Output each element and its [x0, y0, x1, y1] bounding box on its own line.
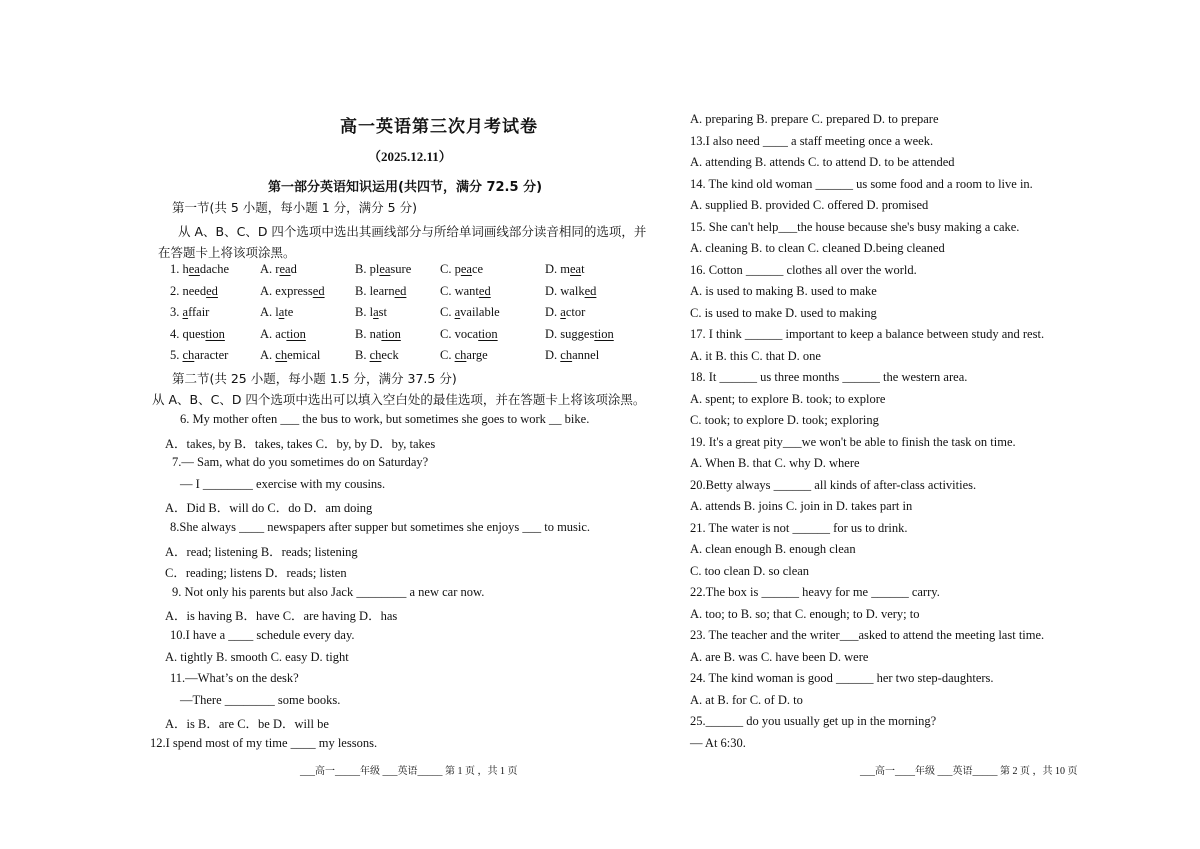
- exam-title: 高一英语第三次月考试卷: [340, 117, 538, 137]
- phonics-option: A. read: [260, 262, 297, 276]
- phonics-option: D. suggestion: [545, 326, 614, 341]
- question-line: 9. Not only his parents but also Jack ________ a new car now.: [172, 584, 485, 599]
- question-line: 10.I have a ____ schedule every day.: [170, 628, 355, 642]
- question-line: A. When B. that C. why D. where: [690, 456, 860, 470]
- phonics-option: A. action: [260, 326, 306, 341]
- question-line: A. spent; to explore B. took; to explore: [690, 391, 886, 406]
- question-line: 17. I think ______ important to keep a balance between study and rest.: [690, 327, 1045, 341]
- phonics-option: 5. character: [170, 348, 229, 362]
- question-line: 13.I also need ____ a staff meeting once a week.: [690, 133, 934, 148]
- phonics-option: D. channel: [545, 348, 600, 362]
- phonics-option: C. peace: [440, 262, 484, 276]
- phonics-option: C. charge: [440, 348, 488, 362]
- question-line: 19. It's a great pity___we won't be able to finish the task on time.: [690, 434, 1016, 449]
- question-line: A. at B. for C. of D. to: [690, 692, 803, 707]
- question-line: A．takes, by B．takes, takes C．by, by D．by, takes: [165, 436, 436, 451]
- section-two-instruction: 从 A、B、C、D 四个选项中选出可以填入空白处的最佳选项，并在答题卡上将该项涂黑。: [152, 392, 646, 407]
- phonics-option: 2. needed: [170, 283, 218, 298]
- phonics-option: B. learned: [355, 283, 407, 298]
- question-line: A. it B. this C. that D. one: [690, 348, 821, 363]
- question-line: A. is used to making B. used to make: [690, 284, 877, 298]
- question-line: A. too; to B. so; that C. enough; to D. very; to: [690, 606, 920, 621]
- footer-right: ___高一____年级 ___英语_____ 第 2 页 ，共 10 页: [860, 766, 1078, 777]
- section-one-instruction: 从 A、B、C、D 四个选项中选出其画线部分与所给单词画线部分读音相同的选项，并: [178, 224, 647, 239]
- left-page: [150, 0, 670, 849]
- section-one-heading: 第一节(共 5 小题，每小题 1 分，满分 5 分): [172, 200, 417, 215]
- question-line: 11.—What’s on the desk?: [170, 671, 299, 686]
- phonics-option: 4. question: [170, 326, 225, 341]
- part-one-heading: 第一部分英语知识运用(共四节，满分 72.5 分): [268, 180, 543, 195]
- question-line: 16. Cotton ______ clothes all over the world.: [690, 262, 917, 277]
- phonics-option: 1. headache: [170, 262, 230, 276]
- question-line: A. supplied B. provided C. offered D. promised: [690, 198, 929, 212]
- phonics-option: A. chemical: [260, 348, 321, 362]
- footer-left: ___高一_____年级 ___英语_____ 第 1 页 ，共 1 页: [300, 766, 518, 777]
- exam-date: （2025.12.11）: [368, 149, 452, 164]
- question-line: A. cleaning B. to clean C. cleaned D.being cleaned: [690, 241, 945, 255]
- question-line: 25.______ do you usually get up in the morning?: [690, 714, 937, 728]
- question-line: 15. She can't help___the house because she's busy making a cake.: [690, 219, 1020, 234]
- question-line: A. tightly B. smooth C. easy D. tight: [165, 649, 349, 664]
- question-line: 20.Betty always ______ all kinds of after-class activities.: [690, 477, 977, 492]
- question-line: A. clean enough B. enough clean: [690, 542, 856, 556]
- question-line: —There ________ some books.: [180, 692, 341, 707]
- question-line: C．reading; listens D．reads; listen: [165, 566, 347, 581]
- question-line: 24. The kind woman is good ______ her two step-daughters.: [690, 671, 994, 685]
- question-line: A. attending B. attends C. to attend D. to be attended: [690, 155, 955, 169]
- phonics-option: D. walked: [545, 283, 597, 298]
- right-page: [690, 0, 1140, 849]
- question-line: C. too clean D. so clean: [690, 563, 810, 578]
- question-line: A. are B. was C. have been D. were: [690, 649, 869, 664]
- phonics-option: C. available: [440, 305, 500, 319]
- phonics-option: D. meat: [545, 262, 585, 276]
- section-two-heading: 第二节(共 25 小题，每小题 1.5 分，满分 37.5 分): [172, 371, 457, 386]
- section-one-instruction-cont: 在答题卡上将该项涂黑。: [158, 245, 296, 260]
- phonics-option: C. wanted: [440, 283, 491, 298]
- question-line: 21. The water is not ______ for us to drink.: [690, 520, 908, 535]
- question-line: A．is B．are C．be D．will be: [165, 717, 329, 732]
- question-line: 14. The kind old woman ______ us some food and a room to live in.: [690, 176, 1033, 191]
- question-line: 6. My mother often ___ the bus to work, but sometimes she goes to work __ bike.: [180, 412, 590, 426]
- phonics-option: B. pleasure: [355, 262, 412, 276]
- phonics-option: A. expressed: [260, 283, 325, 298]
- question-line: — At 6:30.: [690, 735, 746, 750]
- question-line: 22.The box is ______ heavy for me ______ carry.: [690, 585, 940, 599]
- phonics-option: D. actor: [545, 305, 586, 319]
- question-line: A．Did B．will do C．do D．am doing: [165, 501, 373, 516]
- question-line: 7.— Sam, what do you sometimes do on Saturday?: [172, 455, 429, 470]
- question-line: C. took; to explore D. took; exploring: [690, 413, 879, 427]
- question-line: A．read; listening B．reads; listening: [165, 544, 358, 559]
- question-line: A．is having B．have C．are having D．has: [165, 609, 398, 624]
- phonics-option: B. check: [355, 348, 399, 362]
- question-line: 18. It ______ us three months ______ the western area.: [690, 370, 968, 384]
- question-line: 8.She always ____ newspapers after supper but sometimes she enjoys ___ to music.: [170, 520, 591, 534]
- question-line: A. preparing B. prepare C. prepared D. to prepare: [690, 112, 939, 126]
- phonics-option: B. nation: [355, 326, 401, 341]
- phonics-option: C. vocation: [440, 326, 498, 341]
- phonics-option: B. last: [355, 305, 387, 319]
- phonics-option: 3. affair: [170, 305, 210, 319]
- question-line: C. is used to make D. used to making: [690, 305, 877, 320]
- phonics-option: A. late: [260, 305, 294, 319]
- question-line: — I ________ exercise with my cousins.: [180, 476, 386, 491]
- question-line: A. attends B. joins C. join in D. takes part in: [690, 499, 913, 513]
- question-line: 12.I spend most of my time ____ my lessons.: [150, 736, 378, 750]
- question-line: 23. The teacher and the writer___asked to attend the meeting last time.: [690, 628, 1045, 642]
